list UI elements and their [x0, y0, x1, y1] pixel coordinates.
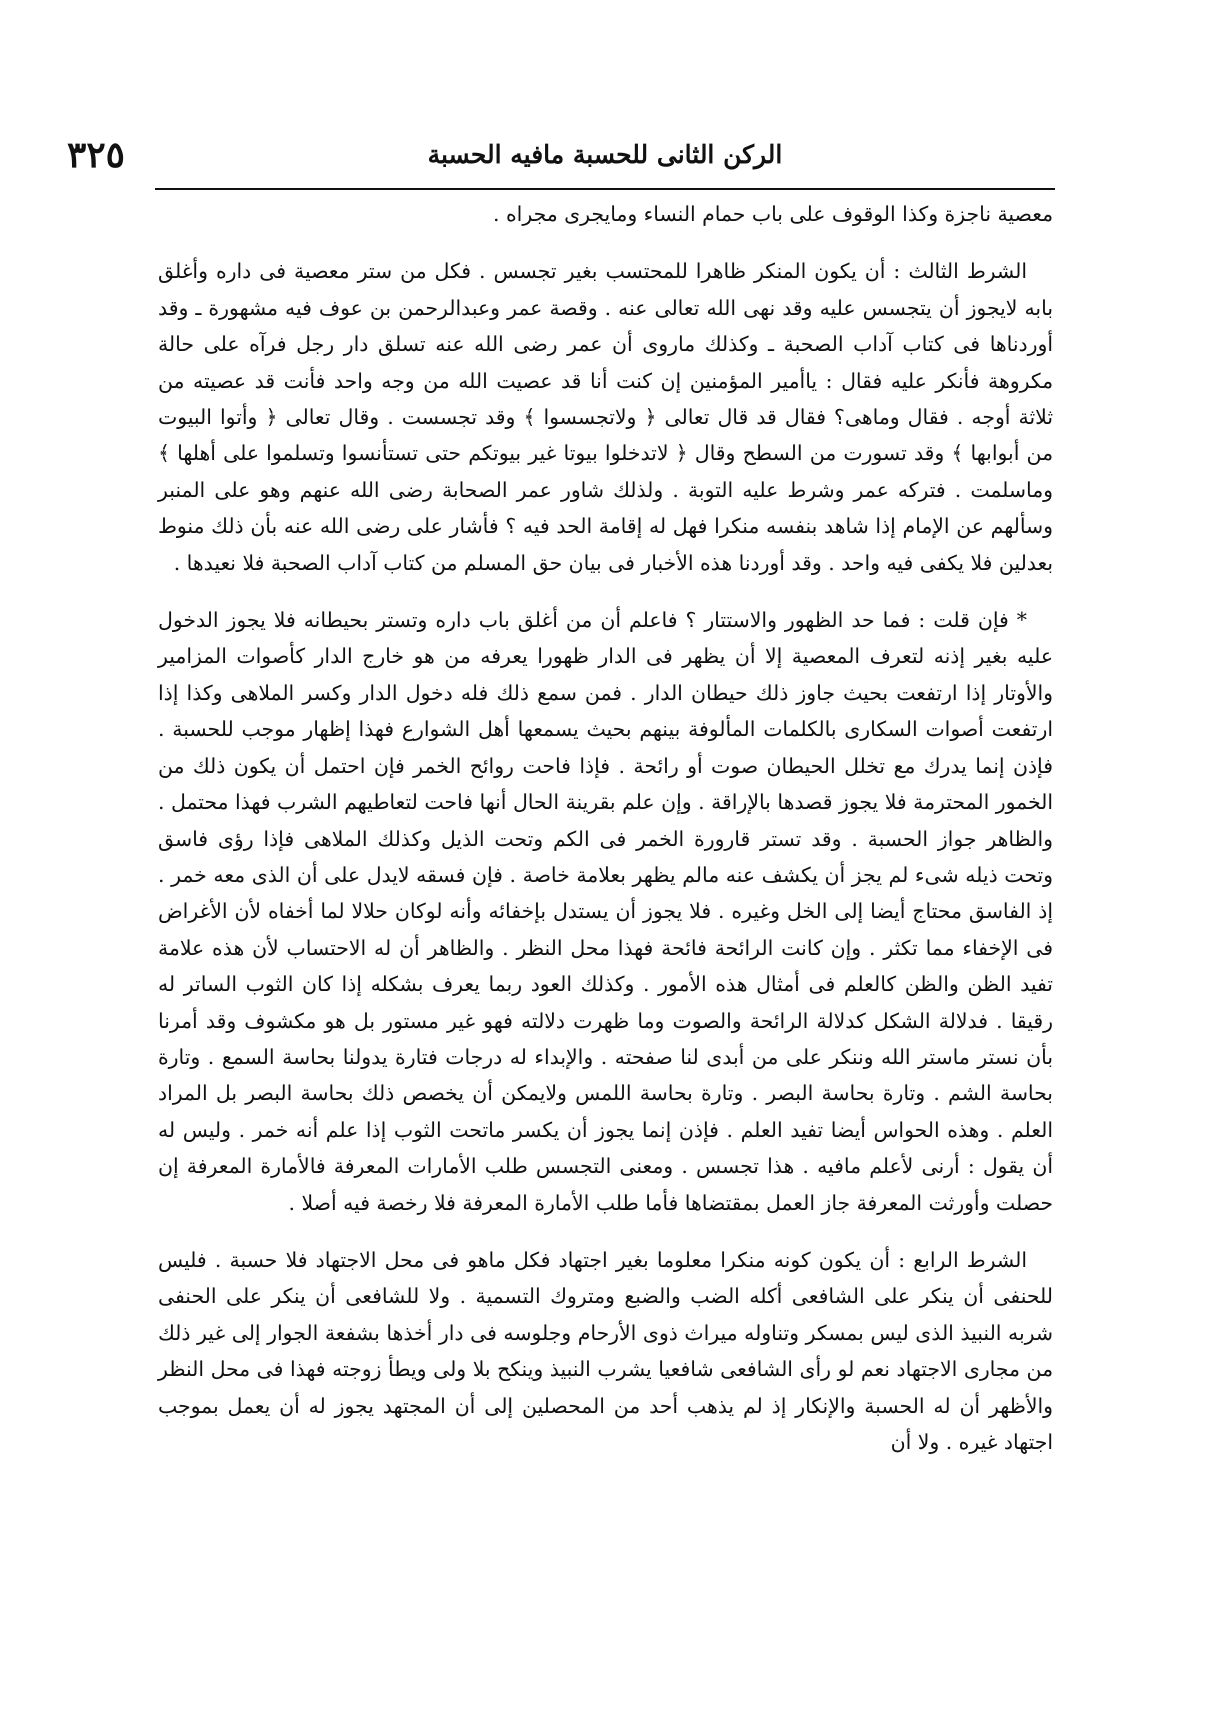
paragraph-gap	[158, 581, 1053, 602]
paragraph-continuation: معصية ناجزة وكذا الوقوف على باب حمام النساء ومايجرى مجراه .	[493, 202, 1053, 226]
paragraph-third-condition: الشرط الثالث : أن يكون المنكر ظاهرا للمحتسب بغير تجسس . فكل من ستر معصية فى داره وأغلق بابه لايجوز أن يتجسس عليه وقد نهى الله تعالى عنه . وقصة عمر وعبدالرحمن بن عوف فيه مشهورة ـ وقد أوردناها فى كتاب آداب الصحبة ـ وكذلك ماروى أن عمر رضى الله عنه تسلق دار رجل فرآه على حالة مكروهة فأنكر عليه فقال : ياأمير المؤمنين إن كنت أنا قد عصيت الله من وجه واحد فأنت قد عصيته من ثلاثة أوجه . فقال وماهى؟ فقال قد قال تعالى ﴿ ولاتجسسوا ﴾ وقد تجسست . وقال تعالى ﴿ وأتوا البيوت من أبوابها ﴾ وقد تسورت من السطح وقال ﴿ لاتدخلوا بيوتا غير بيوتكم حتى تستأنسوا وتسلموا على أهلها ﴾ وماسلمت . فتركه عمر وشرط عليه التوبة . ولذلك شاور عمر الصحابة رضى الله عنهم وهو على المنبر وسألهم عن الإمام إذا شاهد بنفسه منكرا فهل له إقامة الحد فيه ؟ فأشار على رضى الله عنه بأن ذلك منوط بعدلين فلا يكفى فيه واحد . وقد أوردنا هذه الأخبار فى بيان حق المسلم من كتاب آداب الصحبة فلا نعيدها .	[158, 259, 1053, 575]
running-title: الركن الثانى للحسبة مافيه الحسبة	[427, 140, 783, 169]
page-body	[158, 196, 1053, 1460]
paragraph-visibility-question: * فإن قلت : فما حد الظهور والاستتار ؟ فاعلم أن من أغلق باب داره وتستر بحيطانه فلا يجوز الدخول عليه بغير إذنه لتعرف المعصية إلا أن يظهر فى الدار ظهورا يعرفه من هو خارج الدار كأصوات المزامير والأوتار إذا ارتفعت بحيث جاوز ذلك حيطان الدار . فمن سمع ذلك فله دخول الدار وكسر الملاهى وكذا إذا ارتفعت أصوات السكارى بالكلمات المألوفة بينهم بحيث يسمعها أهل الشوارع فهذا إظهار موجب للحسبة . فإذن إنما يدرك مع تخلل الحيطان صوت أو رائحة . فإذا فاحت روائح الخمر فإن احتمل أن يكون ذلك من الخمور المحترمة فلا يجوز قصدها بالإراقة . وإن علم بقرينة الحال أنها فاحت لتعاطيهم الشرب فهذا محتمل . والظاهر جواز الحسبة . وقد تستر قارورة الخمر فى الكم وتحت الذيل وكذلك الملاهى فإذا رؤى فاسق وتحت ذيله شىء لم يجز أن يكشف عنه مالم يظهر بعلامة خاصة . فإن فسقه لايدل على أن الذى معه خمر . إذ الفاسق محتاج أيضا إلى الخل وغيره . فلا يجوز أن يستدل بإخفائه وأنه لوكان حلالا لما أخفاه لأن الأغراض فى الإخفاء مما تكثر . وإن كانت الرائحة فائحة فهذا محل النظر . والظاهر أن له الاحتساب لأن هذه علامة تفيد الظن والظن كالعلم فى أمثال هذه الأمور . وكذلك العود ربما يعرف بشكله إذا كان الثوب الساتر له رقيقا . فدلالة الشكل كدلالة الرائحة والصوت وما ظهرت دلالته فهو غير مستور بل هو مكشوف وقد أمرنا بأن نستر ماستر الله وننكر على من أبدى لنا صفحته . والإبداء له درجات فتارة يدولنا بحاسة السمع . وتارة بحاسة الشم . وتارة بحاسة البصر . وتارة بحاسة اللمس ولايمكن أن يخصص ذلك بحاسة البصر بل المراد العلم . وهذه الحواس أيضا تفيد العلم . فإذن إنما يجوز أن يكسر ماتحت الثوب إذا علم أنه خمر . وليس له أن يقول : أرنى لأعلم مافيه . هذا تجسس . ومعنى التجسس طلب الأمارات المعرفة فالأمارة المعرفة إن حصلت وأورثت المعرفة جاز العمل بمقتضاها فأما طلب الأمارة المعرفة فلا رخصة فيه أصلا .	[158, 608, 1053, 1215]
paragraph-fourth-condition: الشرط الرابع : أن يكون كونه منكرا معلوما بغير اجتهاد فكل ماهو فى محل الاجتهاد فلا حسبة . فليس للحنفى أن ينكر على الشافعى أكله الضب والضبع ومتروك التسمية . ولا للشافعى أن ينكر على الحنفى شربه النبيذ الذى ليس بمسكر وتناوله ميراث ذوى الأرحام وجلوسه فى دار أخذها بشفعة الجوار إلى غير ذلك من مجارى الاجتهاد نعم لو رأى الشافعى شافعيا يشرب النبيذ وينكح بلا ولى ويطأ زوجته فهذا فى محل النظر والأظهر أن له الحسبة والإنكار إذ لم يذهب أحد من المحصلين إلى أن المجتهد يجوز له أن يعمل بموجب اجتهاد غيره . ولا أن	[158, 1247, 1053, 1454]
page-number: ٣٢٥	[66, 134, 125, 176]
paragraph-gap	[158, 232, 1053, 253]
header-rule	[155, 188, 1055, 190]
paragraph-gap	[158, 1221, 1053, 1242]
page-header	[66, 128, 1055, 184]
